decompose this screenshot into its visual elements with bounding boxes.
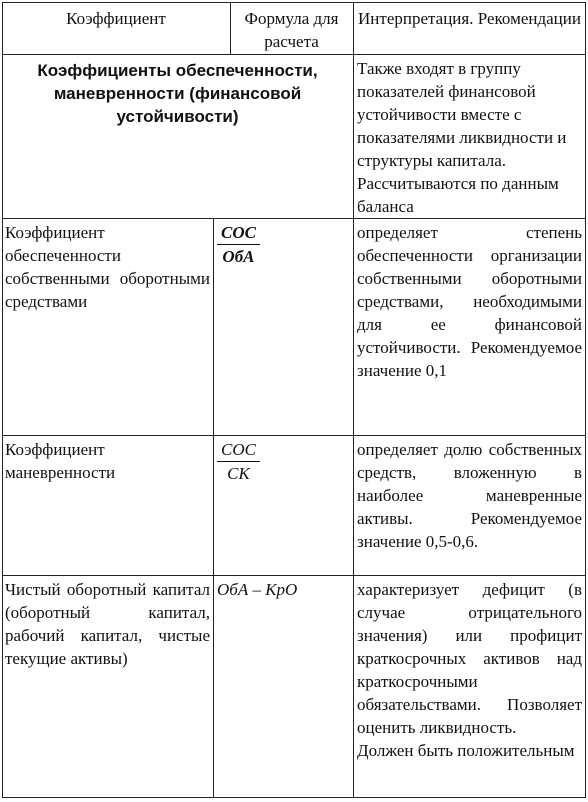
formula-denominator: СК [227, 464, 250, 483]
column-divider [353, 2, 354, 798]
row-formula [213, 436, 353, 575]
row-interpretation: определяет долю собственных средств, вложенную в наиболее маневренные активы. Рекомендуемое значение 0,5-0,6. [357, 440, 582, 551]
formula-numerator: СОС [217, 438, 260, 462]
table-row [2, 435, 586, 575]
group-note: Также входят в группу показателей финансовой устойчивости вместе с показателями ликвидности и структуры капитала. Рассчитываются по данным баланса [357, 59, 567, 216]
interpretation-text: характеризует дефицит (в случае отрицательного значения) или профицит краткосрочных активов над краткосрочными обязательствами. Позволяет оценить ликвидность. [357, 580, 582, 737]
table-header [2, 2, 586, 54]
row-formula [213, 576, 353, 798]
formula-text: ОбА – КрО [217, 580, 298, 599]
formula-fraction [217, 438, 260, 485]
table-row [2, 218, 586, 435]
formula-fraction [217, 221, 260, 268]
header-formula: Формула для расчета [244, 9, 339, 51]
header-interpretation: Интерпретация. Рекомендации [358, 9, 581, 28]
table-row [2, 575, 586, 798]
row-formula [213, 219, 353, 435]
header-coefficient: Коэффициент [66, 9, 166, 28]
row-interpretation: определяет степень обеспеченности организации собственными оборотными средствами, необходимыми для ее финансовой устойчивости. Рекомендуемое значение 0,1 [357, 223, 582, 380]
ratios-table [2, 2, 586, 798]
group-title: Коэффициенты обеспеченности, маневренности (финансовой устойчивости) [37, 61, 318, 126]
column-divider [213, 218, 214, 798]
row-name: Коэффициент обеспеченности собственными оборотными средствами [5, 223, 210, 311]
row-name: Чистый оборотный капитал (оборотный капитал, рабочий капитал, чистые текущие активы) [5, 580, 210, 668]
formula-numerator: СОС [217, 221, 260, 245]
column-divider [230, 2, 231, 54]
row-name: Коэффициент маневренности [5, 440, 116, 482]
formula-denominator: ОбА [222, 247, 255, 266]
row-interpretation [353, 576, 586, 798]
group-row [2, 54, 586, 218]
interpretation-text-2: Должен быть положительным [357, 741, 575, 760]
